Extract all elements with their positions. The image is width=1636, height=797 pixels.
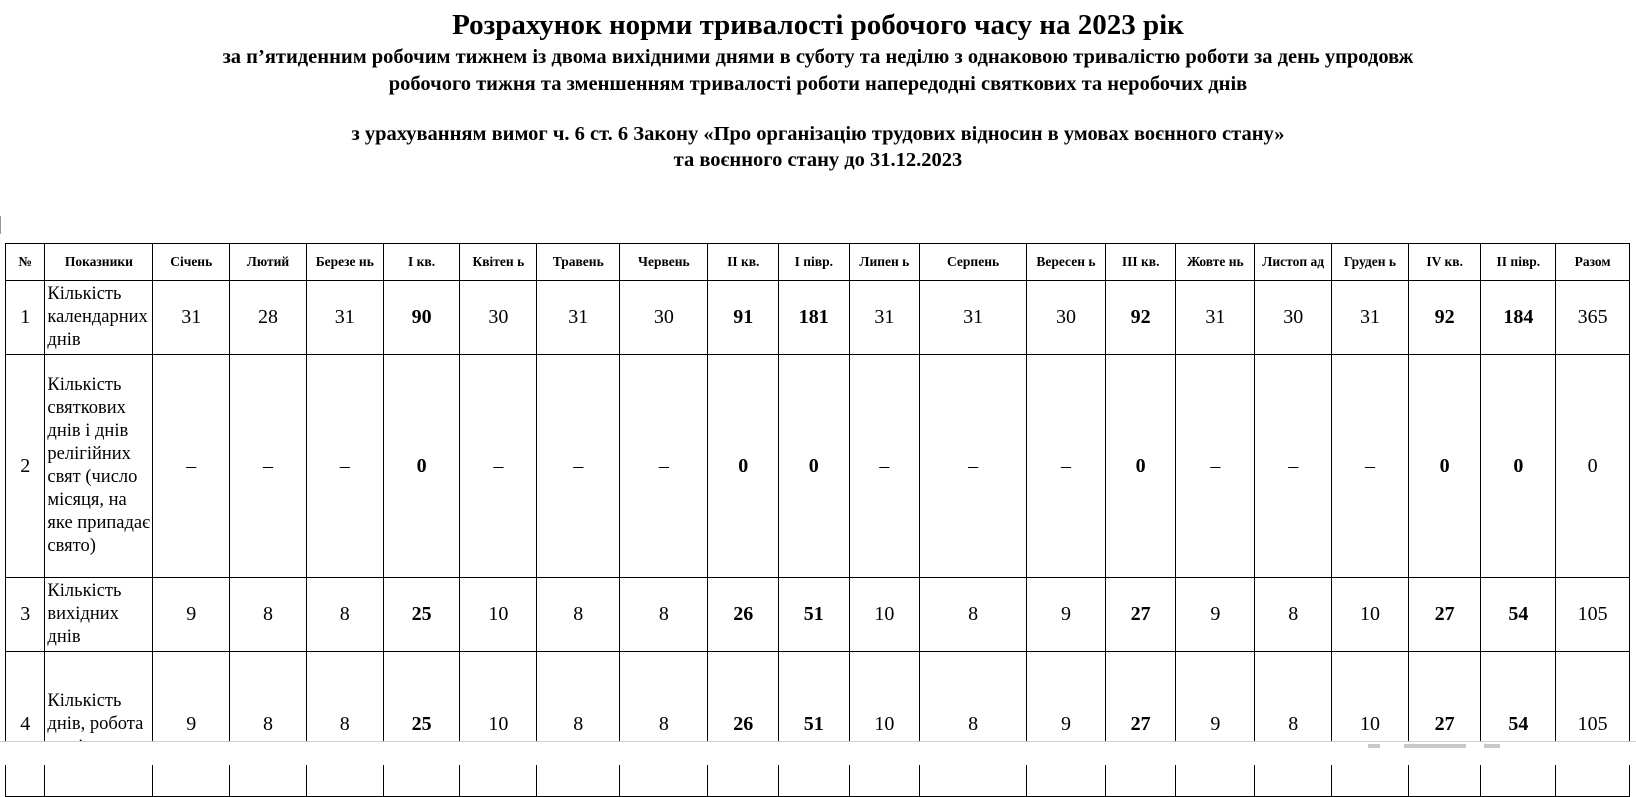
value-cell: 365: [1556, 281, 1630, 355]
value-cell: 54: [1481, 652, 1556, 797]
value-cell: 9: [153, 652, 230, 797]
column-header: Травень: [537, 244, 620, 281]
subtitle-line-3: з урахуванням вимог ч. 6 ст. 6 Закону «Про організацію трудових відносин в умовах воєнного стану»: [351, 123, 1285, 145]
column-header: Березе нь: [306, 244, 383, 281]
table-row: [6, 652, 1630, 797]
indicator-label-cell: Кількість святкових днів і днів релігійних свят (число місяця, на яке припадає свято): [45, 355, 153, 578]
value-cell: 92: [1105, 281, 1176, 355]
value-cell: 8: [920, 578, 1027, 652]
subtitle-line-1: за п’ятиденним робочим тижнем із двома вихідними днями в суботу та неділю з однаковою тривалістю роботи за день упродовж: [222, 46, 1414, 68]
table-row: [6, 281, 1630, 355]
column-header: Груден ь: [1332, 244, 1409, 281]
value-cell: 30: [620, 281, 708, 355]
value-cell: 10: [849, 652, 920, 797]
value-cell: 31: [1176, 281, 1255, 355]
column-header: ІІІ кв.: [1105, 244, 1176, 281]
column-header: Червень: [620, 244, 708, 281]
value-cell: –: [849, 355, 920, 578]
subtitle-line-4: та воєнного стану до 31.12.2023: [673, 149, 963, 171]
value-cell: 8: [1255, 652, 1332, 797]
horizontal-scrollbar-thumb[interactable]: [1404, 744, 1466, 748]
value-cell: 27: [1105, 578, 1176, 652]
value-cell: 8: [537, 578, 620, 652]
value-cell: 105: [1556, 578, 1630, 652]
column-header: Серпень: [920, 244, 1027, 281]
value-cell: 0: [1408, 355, 1481, 578]
value-cell: 10: [1332, 652, 1409, 797]
value-cell: 51: [779, 652, 850, 797]
column-header: Квітен ь: [460, 244, 537, 281]
column-header: Вересен ь: [1027, 244, 1106, 281]
value-cell: 105: [1556, 652, 1630, 797]
scroll-marker-2[interactable]: [1484, 744, 1500, 748]
table-row: [6, 578, 1630, 652]
value-cell: 8: [620, 578, 708, 652]
row-number-cell: 4: [6, 652, 45, 797]
value-cell: 26: [708, 578, 779, 652]
column-header: І півр.: [779, 244, 850, 281]
value-cell: 30: [460, 281, 537, 355]
document-title: Розрахунок норми тривалості робочого часу на 2023 рік: [452, 9, 1184, 41]
indicator-label-cell: Кількість днів, робота: [45, 652, 153, 797]
value-cell: 30: [1255, 281, 1332, 355]
value-cell: –: [306, 355, 383, 578]
value-cell: –: [460, 355, 537, 578]
value-cell: 8: [620, 652, 708, 797]
value-cell: 0: [383, 355, 460, 578]
column-header: Січень: [153, 244, 230, 281]
value-cell: 0: [779, 355, 850, 578]
value-cell: 31: [849, 281, 920, 355]
value-cell: 9: [1027, 652, 1106, 797]
value-cell: 10: [1332, 578, 1409, 652]
column-header: Лютий: [230, 244, 307, 281]
column-header: №: [6, 244, 45, 281]
row-number-cell: 3: [6, 578, 45, 652]
value-cell: –: [920, 355, 1027, 578]
value-cell: 27: [1408, 578, 1481, 652]
value-cell: 9: [1176, 652, 1255, 797]
value-cell: 30: [1027, 281, 1106, 355]
value-cell: 26: [708, 652, 779, 797]
value-cell: 181: [779, 281, 850, 355]
value-cell: 90: [383, 281, 460, 355]
value-cell: –: [1176, 355, 1255, 578]
value-cell: 31: [1332, 281, 1409, 355]
value-cell: 9: [1027, 578, 1106, 652]
status-bar: [0, 741, 1636, 765]
value-cell: 8: [230, 652, 307, 797]
table-header-row: [6, 244, 1630, 281]
value-cell: 0: [1105, 355, 1176, 578]
value-cell: 8: [306, 578, 383, 652]
value-cell: –: [153, 355, 230, 578]
value-cell: 31: [306, 281, 383, 355]
column-header: IV кв.: [1408, 244, 1481, 281]
value-cell: 31: [537, 281, 620, 355]
column-header: Жовте нь: [1176, 244, 1255, 281]
value-cell: 9: [1176, 578, 1255, 652]
value-cell: 8: [230, 578, 307, 652]
column-header: Липен ь: [849, 244, 920, 281]
value-cell: 8: [537, 652, 620, 797]
value-cell: 0: [1556, 355, 1630, 578]
column-header: І кв.: [383, 244, 460, 281]
value-cell: 8: [1255, 578, 1332, 652]
column-header: ІІ півр.: [1481, 244, 1556, 281]
value-cell: –: [537, 355, 620, 578]
value-cell: 31: [920, 281, 1027, 355]
indicator-label-cell: Кількість календарних днів: [45, 281, 153, 355]
value-cell: –: [620, 355, 708, 578]
scroll-marker-1[interactable]: [1368, 744, 1380, 748]
value-cell: 184: [1481, 281, 1556, 355]
value-cell: 91: [708, 281, 779, 355]
value-cell: –: [1332, 355, 1409, 578]
value-cell: 27: [1408, 652, 1481, 797]
value-cell: 10: [460, 578, 537, 652]
table-row: [6, 355, 1630, 578]
value-cell: 10: [849, 578, 920, 652]
value-cell: 0: [708, 355, 779, 578]
value-cell: 27: [1105, 652, 1176, 797]
value-cell: 9: [153, 578, 230, 652]
value-cell: 0: [1481, 355, 1556, 578]
value-cell: 8: [306, 652, 383, 797]
column-header: Разом: [1556, 244, 1630, 281]
value-cell: 25: [383, 652, 460, 797]
subtitle-line-2: робочого тижня та зменшенням тривалості роботи напередодні святкових та неробочих днів: [388, 73, 1248, 95]
row-number-cell: 2: [6, 355, 45, 578]
text-cursor-marker: [0, 216, 4, 234]
value-cell: –: [230, 355, 307, 578]
indicator-label-cell: Кількість вихідних днів: [45, 578, 153, 652]
value-cell: 54: [1481, 578, 1556, 652]
value-cell: 8: [920, 652, 1027, 797]
value-cell: 25: [383, 578, 460, 652]
value-cell: 92: [1408, 281, 1481, 355]
row-number-cell: 1: [6, 281, 45, 355]
column-header: Листоп ад: [1255, 244, 1332, 281]
value-cell: 10: [460, 652, 537, 797]
value-cell: 31: [153, 281, 230, 355]
work-time-norm-table: [5, 243, 1630, 797]
column-header: ІІ кв.: [708, 244, 779, 281]
value-cell: –: [1255, 355, 1332, 578]
value-cell: 28: [230, 281, 307, 355]
value-cell: –: [1027, 355, 1106, 578]
value-cell: 51: [779, 578, 850, 652]
table-body: [6, 281, 1630, 797]
column-header: Показники: [45, 244, 153, 281]
